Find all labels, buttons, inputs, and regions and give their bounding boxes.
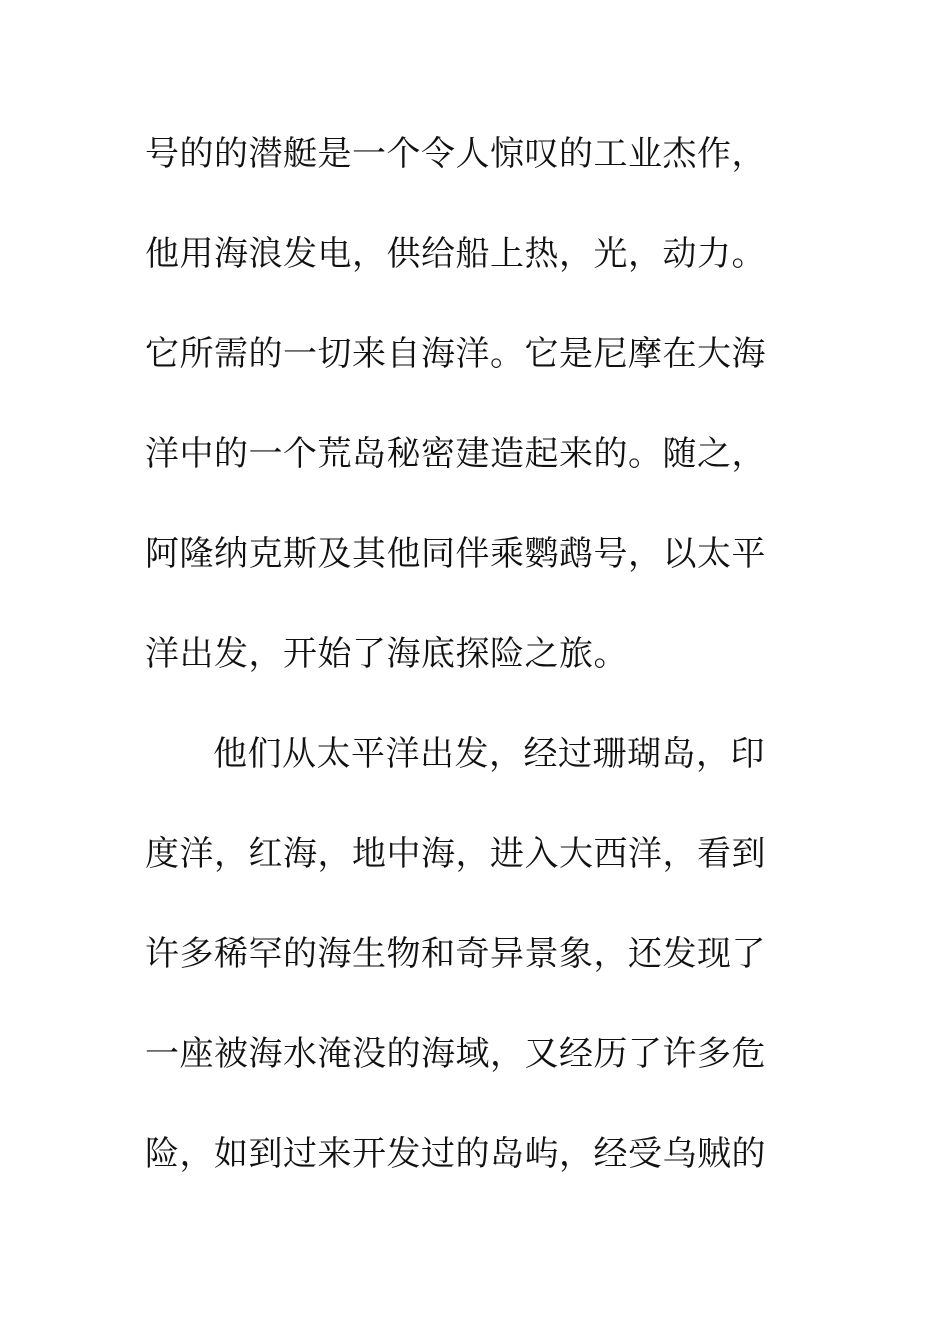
text-line: 险，如到过来开发过的岛屿，经受乌贼的: [145, 1134, 766, 1174]
text-line: 许多稀罕的海生物和奇异景象，还发现了: [145, 934, 766, 974]
text-line: 度洋，红海，地中海，进入大西洋，看到: [145, 834, 766, 874]
text-line: 他用海浪发电，供给船上热，光，动力。: [145, 234, 766, 274]
text-line: 号的的潜艇是一个令人惊叹的工业杰作，: [145, 134, 766, 174]
text-line: 洋中的一个荒岛秘密建造起来的。随之，: [145, 434, 766, 474]
paragraph-first-line: 他们从太平洋出发，经过珊瑚岛，印: [213, 734, 765, 774]
text-line: 一座被海水淹没的海域，又经历了许多危: [145, 1034, 766, 1074]
text-line: 洋出发，开始了海底探险之旅。: [145, 634, 628, 674]
text-line: 它所需的一切来自海洋。它是尼摩在大海: [145, 334, 766, 374]
text-line: 阿隆纳克斯及其他同伴乘鹦鹉号，以太平: [145, 534, 766, 574]
